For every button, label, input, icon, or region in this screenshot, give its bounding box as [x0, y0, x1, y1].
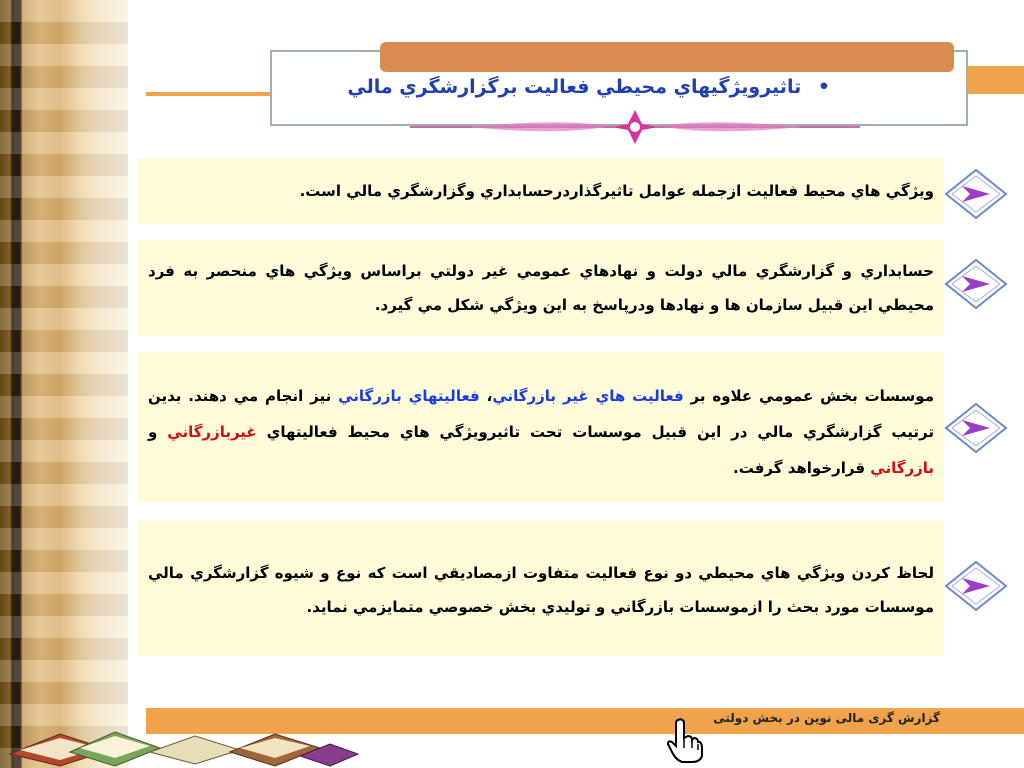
- content-box-1: [138, 158, 944, 224]
- content-box-2: [138, 240, 944, 336]
- mosaic-divider: [20, 0, 22, 768]
- highlight-non-commercial: فعاليت هاي غير بازرگاني: [492, 387, 684, 405]
- slide-title: [300, 76, 830, 98]
- title-left-line: [146, 92, 270, 96]
- title-bullet: •: [817, 76, 830, 98]
- mosaic-divider: [12, 0, 14, 768]
- title-right-tab: [968, 66, 1024, 94]
- paragraph-3-part-3: قرارخواهد گرفت.: [733, 459, 866, 477]
- highlight-red-commercial: بازرگاني: [870, 459, 934, 477]
- paragraph-1: ويژگي هاي محيط فعاليت ازجمله عوامل تاثيرگذاردرحسابداري وگزارشگري مالي است.: [299, 182, 934, 200]
- slide-title-text: تاثيرويژگيهاي محيطي فعاليت برگزارشگري مالي: [347, 76, 802, 98]
- arrow-bullet-icon: [944, 168, 1008, 220]
- separator: ،: [486, 387, 493, 405]
- paragraph-3-part-1: موسسات بخش عمومي علاوه بر: [690, 387, 934, 405]
- books-icon: [0, 714, 360, 768]
- content-box-3: [138, 352, 944, 502]
- arrow-bullet-icon: [944, 402, 1008, 454]
- content-box-4: [138, 520, 944, 656]
- paragraph-2: حسابداري و گزارشگري مالي دولت و نهادهاي عمومي غير دولتي براساس ويژگي هاي منحصر به فرد محيطي اين قبيل سازمان ها و نهادها ودرپاسخ به اين ويژگي شکل مي گيرد.: [148, 262, 934, 314]
- conjunction: و: [148, 423, 158, 441]
- highlight-commercial: فعاليتهاي بازرگاني: [338, 387, 480, 405]
- title-bar: [380, 42, 954, 72]
- arrow-bullet-icon: [944, 560, 1008, 612]
- paragraph-3-part-2: نيز انجام مي دهند. بدين ترتيب گزارشگري مالي در اين قبيل موسسات تحت تاثيرويژگي هاي محيط فعاليتهاي: [148, 387, 934, 441]
- footer-text: گزارش گری مالی نوین در بخش دولتی: [713, 711, 940, 725]
- highlight-red-non-commercial: غيربازرگاني: [167, 423, 257, 441]
- arrow-bullet-icon: [944, 258, 1008, 310]
- hand-cursor-icon: [664, 716, 704, 764]
- paragraph-4: لحاظ كردن ويژگي هاي محيطي دو نوع فعاليت متفاوت ازمصاديقي است كه نوع و شيوه گزارشگري مالي موسسات مورد بحث را ازموسسات بازرگاني و توليدي بخش خصوصي متمايزمي نمايد.: [148, 564, 934, 616]
- ornament-icon: [410, 108, 860, 146]
